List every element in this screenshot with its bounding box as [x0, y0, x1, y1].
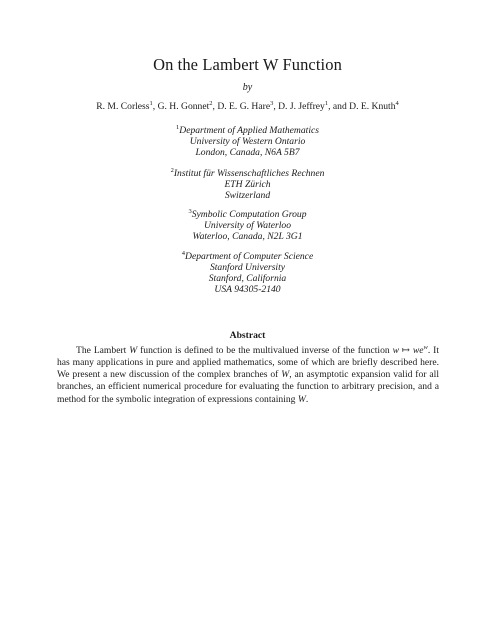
author-affiliation-mark: 1 [149, 100, 153, 107]
affiliation-line: University of Western Ontario [189, 136, 306, 147]
abstract-text: function is defined to be the multivalued inverse of the function [137, 345, 393, 357]
author-name: D. E. G. Hare [217, 101, 271, 112]
author-separator: , [152, 101, 158, 112]
abstract-heading: Abstract [229, 330, 266, 341]
math-symbol: W [129, 345, 138, 357]
author-name: R. M. Corless [96, 101, 150, 112]
author-list [0, 100, 495, 112]
abstract-text: The Lambert [76, 345, 130, 357]
affiliation-mark: 1 [176, 124, 180, 131]
math-expression: w ↦ we [392, 345, 424, 357]
author-name: D. E. Knuth [349, 101, 396, 112]
affiliation-line: University of Waterloo [203, 220, 292, 231]
affiliation-line: Institut für Wissenschaftliches Rechnen [173, 168, 325, 179]
author-name: D. J. Jeffrey [278, 101, 325, 112]
affiliation-line: Switzerland [224, 190, 271, 201]
author-affiliation-mark: 1 [324, 100, 329, 107]
affiliation-line: Stanford University [209, 262, 286, 273]
abstract-text: , an asymptotic expansion valid for all branches, an efficient numerical procedure for evaluating the function to arbitrary precision, and a method for the symbolic integration of expressions containing [57, 369, 439, 405]
paper-title: On the Lambert W Function [153, 55, 342, 74]
affiliation-mark: 4 [181, 250, 186, 257]
author-separator: , [273, 101, 279, 112]
abstract-text: . It has many applications in pure and applied mathematics, some of which are briefly described here. We present a new discussion of the complex branches of [57, 345, 439, 381]
abstract-text: . [305, 393, 309, 405]
affiliation-mark: 2 [170, 167, 174, 174]
author-separator: , and [328, 101, 350, 112]
abstract-body [57, 342, 439, 406]
math-superscript: w [423, 344, 428, 351]
affiliation-line: ETH Zürich [224, 179, 271, 190]
abstract-paragraph [57, 342, 439, 406]
affiliation-block [0, 122, 495, 158]
by-line: by [242, 82, 253, 93]
affiliation-block [0, 165, 495, 201]
math-symbol: W [297, 393, 306, 405]
affiliation-line: Department of Applied Mathematics [179, 125, 319, 136]
author-separator: , [212, 101, 218, 112]
affiliation-block [0, 248, 495, 295]
affiliation-line: Department of Computer Science [185, 251, 314, 262]
author-affiliation-mark: 3 [270, 100, 274, 107]
author-affiliation-mark: 4 [395, 100, 399, 107]
affiliation-block [0, 206, 495, 242]
author-name: G. H. Gonnet [157, 101, 210, 112]
affiliation-line: Waterloo, Canada, N2L 3G1 [192, 231, 303, 242]
affiliation-line: London, Canada, N6A 5B7 [195, 147, 300, 158]
affiliation-line: USA 94305-2140 [214, 284, 281, 295]
math-symbol: W [281, 369, 290, 381]
affiliation-mark: 3 [188, 208, 192, 215]
affiliation-line: Stanford, California [208, 273, 287, 284]
author-affiliation-mark: 2 [209, 100, 213, 107]
affiliation-line: Symbolic Computation Group [191, 209, 307, 220]
